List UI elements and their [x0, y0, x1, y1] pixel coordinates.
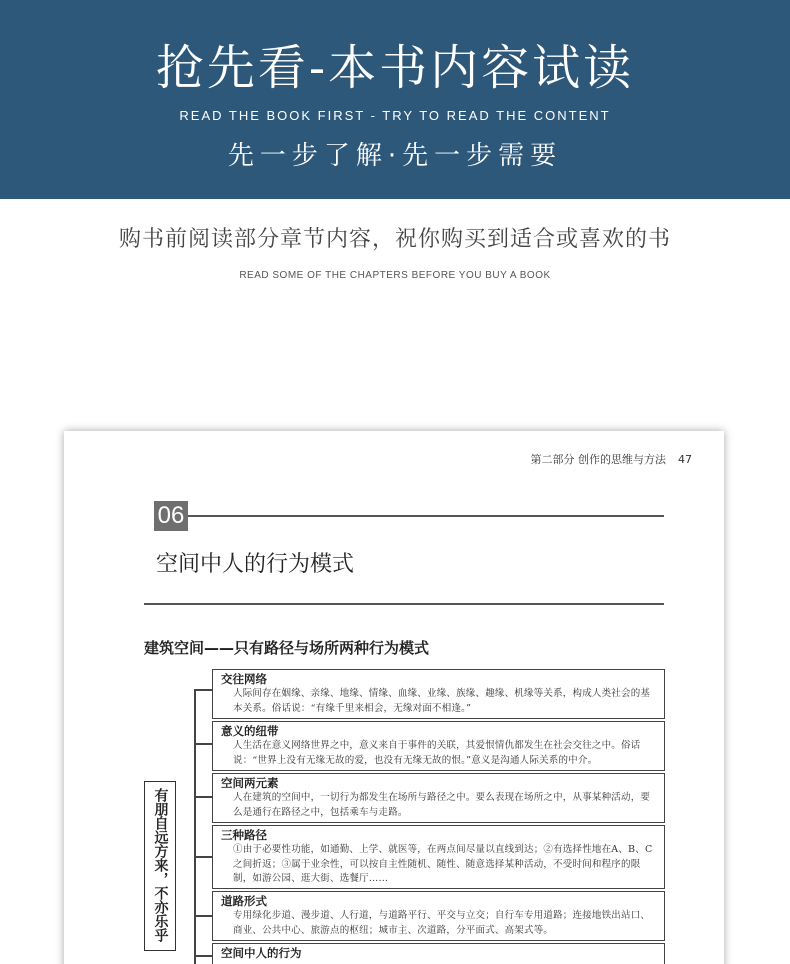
item-title: 空间两元素 — [221, 776, 279, 790]
side-label-box — [144, 781, 176, 951]
intro-subline: READ SOME OF THE CHAPTERS BEFORE YOU BUY A BOOK — [239, 270, 551, 281]
item-title: 意义的纽带 — [221, 724, 279, 738]
tree-branch — [194, 796, 212, 798]
list-item — [212, 943, 665, 964]
book-page-preview — [64, 431, 724, 964]
header-banner — [0, 0, 790, 199]
item-title: 道路形式 — [221, 894, 267, 908]
tree-branch — [194, 743, 212, 745]
tree-branch — [194, 915, 212, 917]
list-item — [212, 773, 665, 823]
list-item — [212, 669, 665, 719]
list-item — [212, 825, 665, 889]
intro-headline: 购书前阅读部分章节内容，祝你购买到适合或喜欢的书 — [118, 227, 671, 252]
section-number: 06 — [154, 501, 188, 531]
item-title: 空间中人的行为 — [221, 946, 302, 960]
running-head — [519, 451, 693, 467]
item-title: 交往网络 — [221, 672, 267, 686]
running-head-title: 第二部分 创作的思维与方法 — [530, 453, 666, 466]
list-item — [212, 721, 665, 771]
section-rule-top — [188, 515, 664, 517]
item-body: 人际间存在姻缘、亲缘、地缘、情缘、血缘、业缘、族缘、趣缘、机缘等关系，构成人类社会的基本关系。俗话说：“有缘千里来相会，无缘对面不相逢。” — [233, 688, 651, 714]
list-item — [212, 891, 665, 941]
item-title: 三种路径 — [221, 828, 267, 842]
sub-heading: 建筑空间——只有路径与场所两种行为模式 — [144, 639, 430, 657]
banner-slogan: 先一步了解·先一步需要 — [227, 141, 563, 171]
page-number: 47 — [678, 453, 692, 466]
section-title: 空间中人的行为模式 — [156, 552, 355, 577]
side-label: 有朋自远方来，不亦乐乎 — [152, 788, 169, 942]
tree-branch — [194, 856, 212, 858]
item-body: 专用绿化步道、漫步道、人行道，与道路平行、平交与立交；自行车专用道路；连接地铁出站口、商业、公共中心、旅游点的枢纽；城市主、次道路，分平面式、高架式等。 — [233, 910, 651, 936]
tree-connector — [194, 689, 196, 964]
banner-title: 抢先看-本书内容试读 — [155, 40, 635, 96]
section-rule-bottom — [144, 603, 664, 605]
item-body: 人在建筑的空间中，一切行为都发生在场所与路径之中。要么表现在场所之中，从事某种活动，要么是通行在路径之中，包括乘车与走路。 — [233, 792, 651, 818]
banner-subtitle: READ THE BOOK FIRST - TRY TO READ THE CONTENT — [179, 108, 611, 123]
item-body: ①由于必要性功能，如通勤、上学、就医等，在两点间尽量以直线到达；②有选择性地在A、B、C之间折返；③属于业余性，可以按自主性随机、随性、随意选择某种活动，不受时间和程序的限制，如游公园、逛大街、选餐厅…… — [233, 844, 653, 884]
tree-branch — [194, 955, 212, 957]
tree-branch — [194, 689, 212, 691]
item-body: 人生活在意义网络世界之中，意义来自于事件的关联，其爱恨情仇都发生在社会交往之中。俗话说：“世界上没有无缘无故的爱，也没有无缘无故的恨。”意义是沟通人际关系的中介。 — [233, 740, 641, 766]
